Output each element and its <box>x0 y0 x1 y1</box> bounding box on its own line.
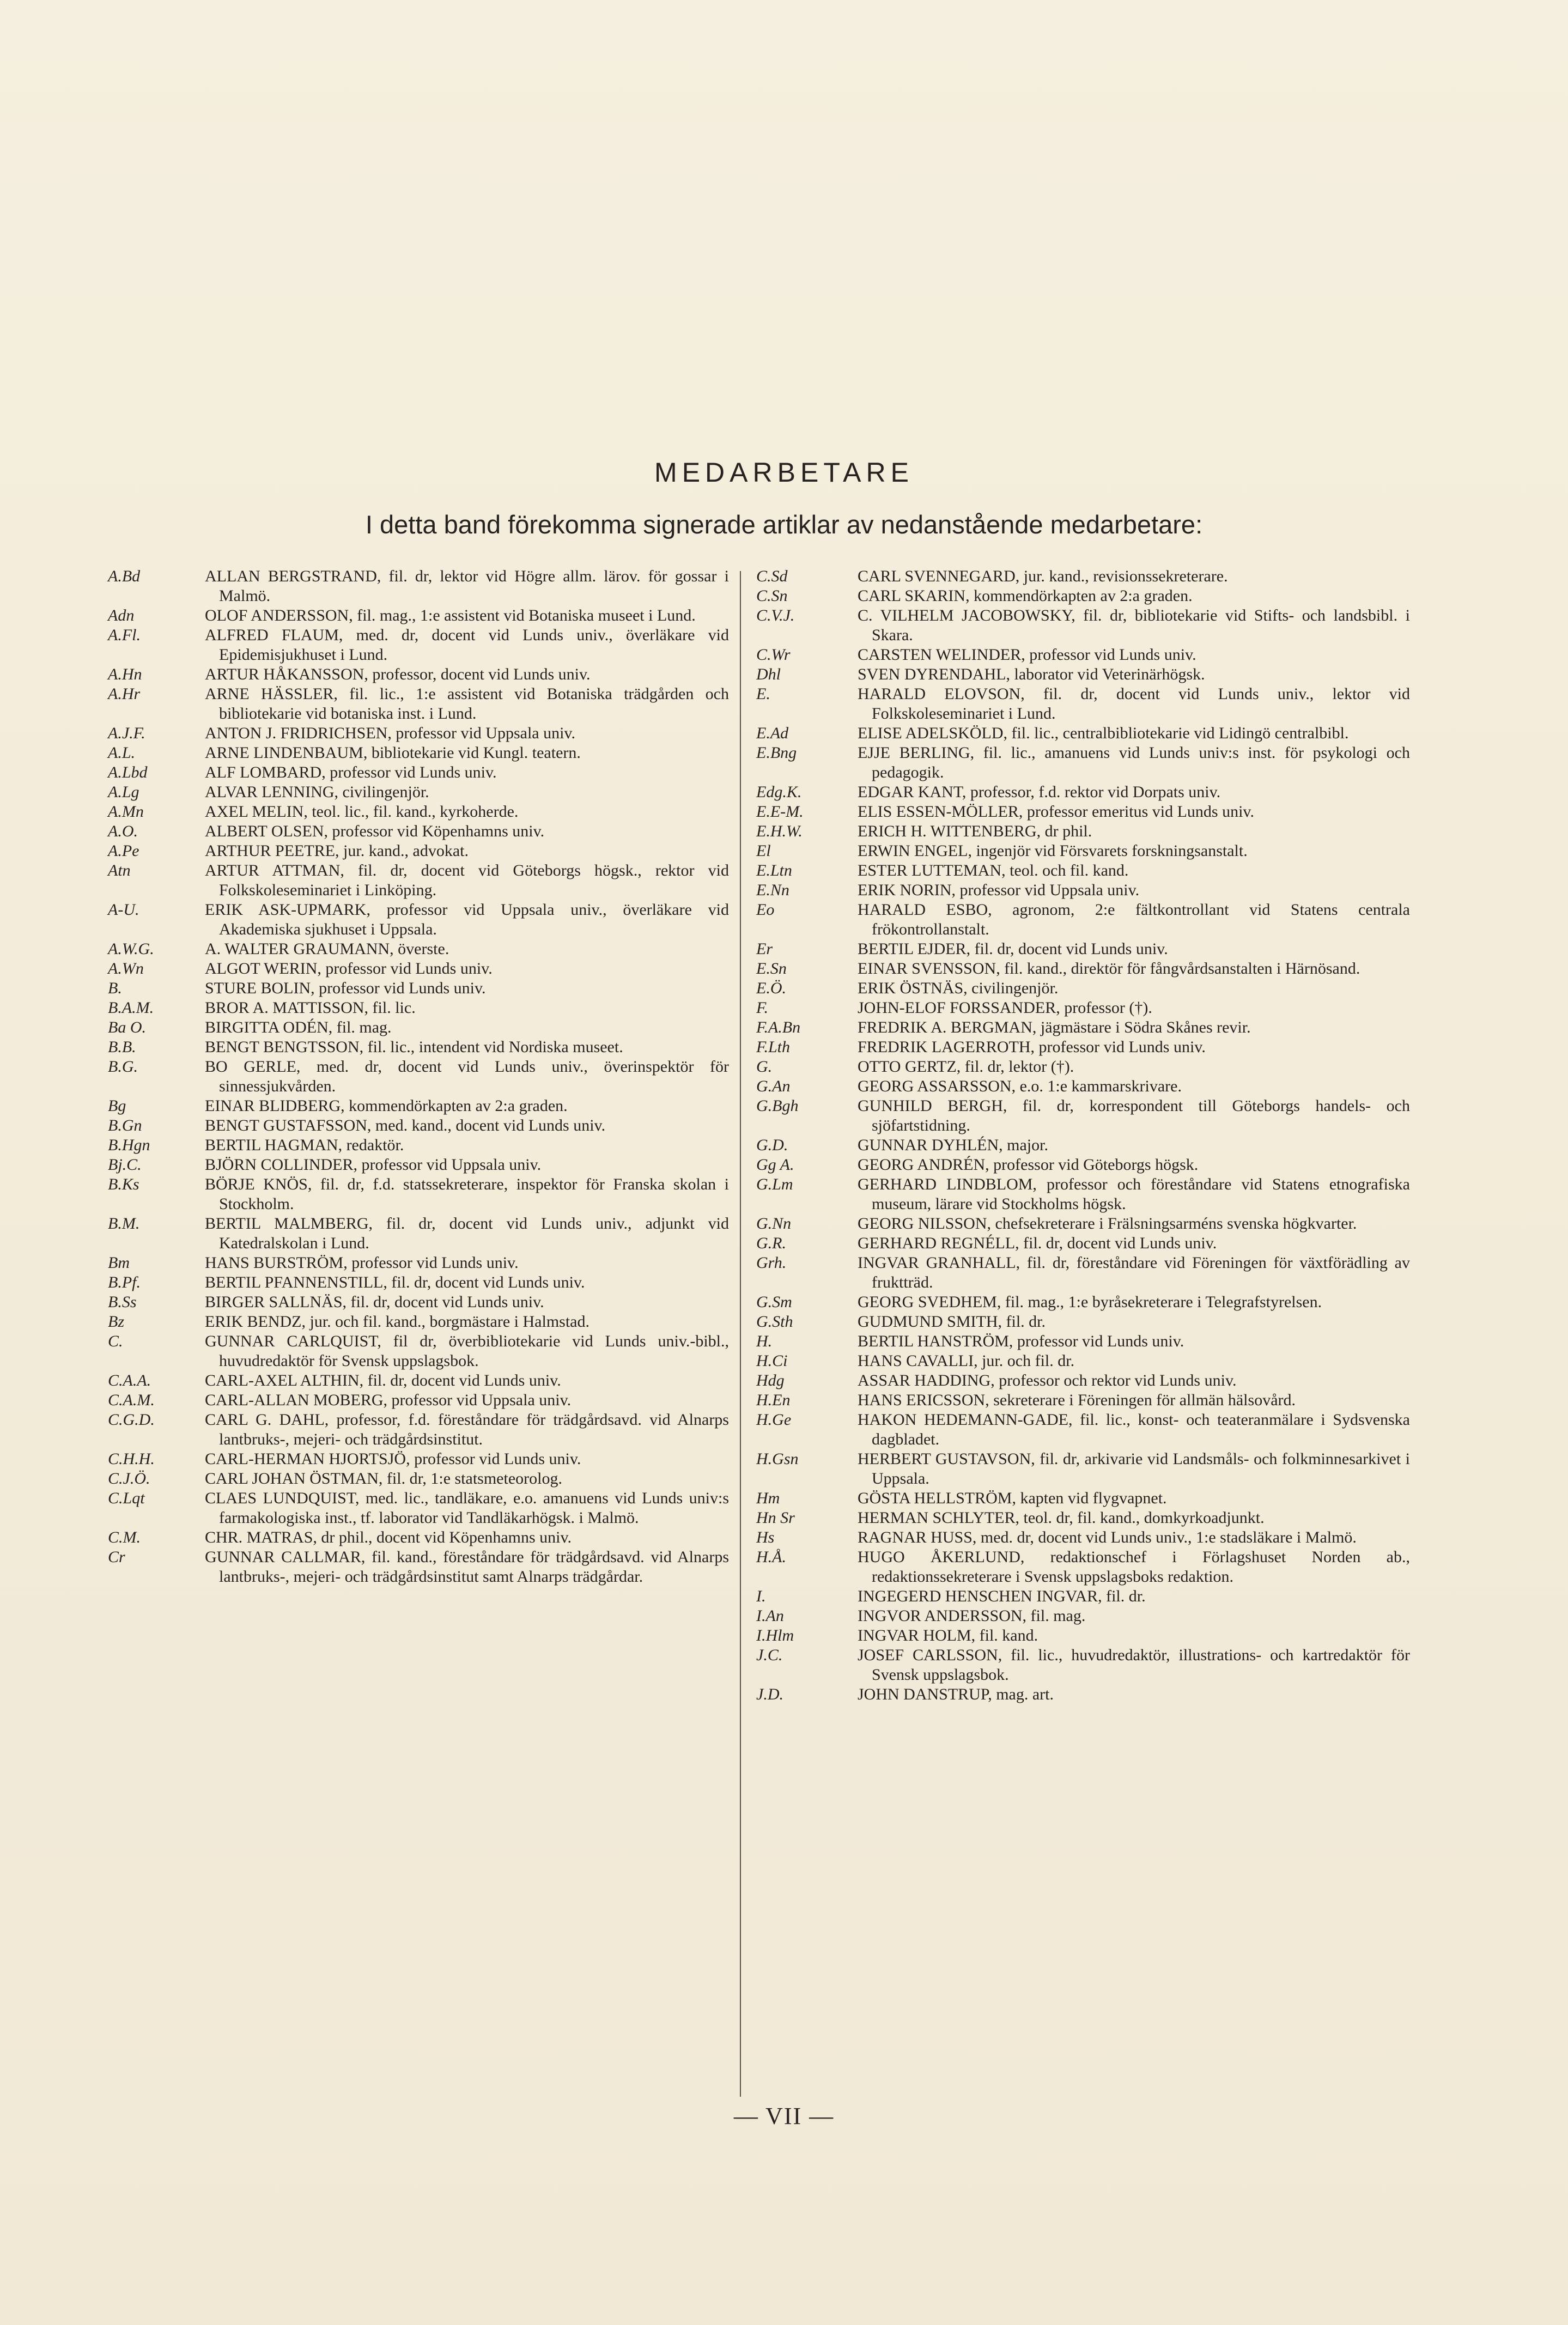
signature-abbreviation: E.Ö. <box>756 979 786 997</box>
signature-abbreviation: G.Lm <box>756 1175 793 1193</box>
contributor-description: STURE BOLIN, professor vid Lunds univ. <box>205 979 486 997</box>
contributor-description: ELIS ESSEN-MÖLLER, professor emeritus vid Lunds univ. <box>858 803 1254 821</box>
signature-abbreviation: E.Sn <box>756 960 787 978</box>
contributor-description: CARL SVENNEGARD, jur. kand., revisionssekreterare. <box>858 567 1228 585</box>
contributor-entry <box>756 1449 1410 1489</box>
page-number: — VII — <box>733 2103 835 2129</box>
contributor-entry <box>108 1155 729 1175</box>
contributor-description: INGVOR ANDERSSON, fil. mag. <box>858 1607 1086 1625</box>
signature-abbreviation: Bj.C. <box>108 1156 142 1174</box>
contributor-description: EDGAR KANT, professor, f.d. rektor vid Dorpats univ. <box>858 783 1221 801</box>
contributor-description: ERIK BENDZ, jur. och fil. kand., borgmästare i Halmstad. <box>205 1313 589 1331</box>
contributor-entry <box>756 822 1410 841</box>
contributor-entry <box>108 841 729 861</box>
contributor-description: GERHARD REGNÉLL, fil. dr, docent vid Lunds univ. <box>858 1234 1217 1252</box>
contributor-entry <box>108 567 729 606</box>
contributor-description: HARALD ESBO, agronom, 2:e fältkontrollant vid Statens centrala frökontrollanstalt. <box>858 901 1410 938</box>
contributor-description: ARTUR ATTMAN, fil. dr, docent vid Göteborgs högsk., rektor vid Folkskoleseminariet i Linköping. <box>205 861 729 899</box>
column-divider <box>740 571 741 2097</box>
contributor-entry <box>756 1332 1410 1351</box>
contributor-description: HANS CAVALLI, jur. och fil. dr. <box>858 1352 1075 1370</box>
signature-abbreviation: A.Lbd <box>108 763 148 781</box>
signature-abbreviation: Edg.K. <box>756 783 802 801</box>
contributor-entry <box>108 822 729 841</box>
contributor-entry <box>756 881 1410 900</box>
signature-abbreviation: E. <box>756 685 770 703</box>
signature-abbreviation: I.Hlm <box>756 1626 794 1644</box>
contributor-description: GEORG NILSSON, chefsekreterare i Frälsningsarméns svenska högkvarter. <box>858 1215 1357 1233</box>
contributor-description: A. WALTER GRAUMANN, överste. <box>205 940 449 958</box>
signature-abbreviation: B.B. <box>108 1038 136 1056</box>
contributor-entry <box>108 1449 729 1469</box>
signature-abbreviation: A.Hr <box>108 685 141 703</box>
signature-abbreviation: A.L. <box>108 744 136 762</box>
signature-abbreviation: Adn <box>108 606 135 624</box>
contributor-description: GEORG ANDRÉN, professor vid Göteborgs högsk. <box>858 1156 1199 1174</box>
signature-abbreviation: G.Sm <box>756 1293 792 1311</box>
contributor-entry <box>756 1096 1410 1136</box>
signature-abbreviation: E.Ad <box>756 724 789 742</box>
contributor-description: GUDMUND SMITH, fil. dr. <box>858 1313 1046 1331</box>
contributor-entry <box>756 939 1410 959</box>
signature-abbreviation: E.E-M. <box>756 803 804 821</box>
signature-abbreviation: G.An <box>756 1077 791 1095</box>
contributor-description: GÖSTA HELLSTRÖM, kapten vid flygvapnet. <box>858 1489 1167 1507</box>
signature-abbreviation: Cr <box>108 1548 125 1566</box>
signature-abbreviation: Atn <box>108 861 131 879</box>
signature-abbreviation: H.En <box>756 1391 791 1409</box>
signature-abbreviation: Dhl <box>756 665 781 683</box>
contributor-description: BERTIL HANSTRÖM, professor vid Lunds univ. <box>858 1332 1184 1350</box>
contributor-entry <box>756 1547 1410 1587</box>
signature-abbreviation: I.An <box>756 1607 784 1625</box>
contributor-entry <box>756 1037 1410 1057</box>
contributor-entry <box>756 1646 1410 1685</box>
contributor-description: CARL-HERMAN HJORTSJÖ, professor vid Lunds univ. <box>205 1450 581 1468</box>
contributor-entry <box>108 959 729 979</box>
contributor-description: ALLAN BERGSTRAND, fil. dr, lektor vid Högre allm. lärov. för gossar i Malmö. <box>205 567 729 605</box>
signature-abbreviation: Gg A. <box>756 1156 794 1174</box>
signature-abbreviation: C.A.M. <box>108 1391 155 1409</box>
contributor-description: ALVAR LENNING, civilingenjör. <box>205 783 429 801</box>
contributor-entry <box>756 802 1410 822</box>
contributor-description: CARSTEN WELINDER, professor vid Lunds univ. <box>858 646 1196 664</box>
signature-abbreviation: Bz <box>108 1313 124 1331</box>
signature-abbreviation: C.Lqt <box>108 1489 145 1507</box>
contributor-description: GUNNAR CALLMAR, fil. kand., föreståndare för trädgårdsavd. vid Alnarps lantbruks-, mejeri- och trädgårdsinstitut samt Alnarps trädgårdar. <box>205 1548 729 1586</box>
contributor-entry <box>756 1214 1410 1234</box>
signature-abbreviation: B.M. <box>108 1215 140 1233</box>
page-subtitle: I detta band förekomma signerade artiklar av nedanstående medarbetare: <box>365 510 1203 539</box>
contributor-entry <box>756 1312 1410 1332</box>
contributor-description: JOSEF CARLSSON, fil. lic., huvudredaktör, illustrations- och kartredaktör för Svensk uppslagsbok. <box>858 1646 1410 1684</box>
signature-abbreviation: E.Ltn <box>756 861 792 879</box>
contributor-description: BJÖRN COLLINDER, professor vid Uppsala univ. <box>205 1156 542 1174</box>
signature-abbreviation: B.A.M. <box>108 999 154 1017</box>
contributor-entry <box>108 1469 729 1489</box>
signature-abbreviation: B.Ks <box>108 1175 139 1193</box>
contributor-description: INGEGERD HENSCHEN INGVAR, fil. dr. <box>858 1587 1146 1605</box>
signature-abbreviation: Hs <box>756 1528 775 1546</box>
contributor-description: EINAR BLIDBERG, kommendörkapten av 2:a graden. <box>205 1097 568 1115</box>
contributor-entry <box>756 567 1410 586</box>
contributor-description: JOHN DANSTRUP, mag. art. <box>858 1685 1054 1703</box>
contributor-entry <box>108 1371 729 1391</box>
signature-abbreviation: A.Lg <box>108 783 139 801</box>
signature-abbreviation: Bm <box>108 1254 130 1272</box>
contributor-entry <box>108 979 729 998</box>
contributor-entry <box>756 684 1410 724</box>
contributor-description: HAKON HEDEMANN-GADE, fil. lic., konst- och teateranmälare i Sydsvenska dagbladet. <box>858 1411 1410 1448</box>
contributor-entry <box>756 1253 1410 1292</box>
contributor-entry <box>756 665 1410 684</box>
contributor-entry <box>108 939 729 959</box>
contributor-entry <box>756 645 1410 665</box>
signature-abbreviation: H. <box>756 1332 773 1350</box>
contributor-entry <box>108 763 729 782</box>
contributor-description: OTTO GERTZ, fil. dr, lektor (†). <box>858 1058 1074 1076</box>
contributor-description: ARNE LINDENBAUM, bibliotekarie vid Kungl. teatern. <box>205 744 581 762</box>
contributor-description: BROR A. MATTISSON, fil. lic. <box>205 999 416 1017</box>
signature-abbreviation: C.A.A. <box>108 1371 151 1389</box>
contributor-entry <box>108 606 729 626</box>
signature-abbreviation: C.J.Ö. <box>108 1470 150 1488</box>
signature-abbreviation: A.W.G. <box>108 940 154 958</box>
contributor-entry <box>756 1351 1410 1371</box>
contributor-entry <box>756 1234 1410 1253</box>
signature-abbreviation: A.Mn <box>108 803 144 821</box>
contributor-description: GUNNAR DYHLÉN, major. <box>858 1136 1048 1154</box>
page-title: MEDARBETARE <box>654 457 914 488</box>
contributor-description: ALGOT WERIN, professor vid Lunds univ. <box>205 960 493 978</box>
signature-abbreviation: A.Hn <box>108 665 142 683</box>
signature-abbreviation: Hm <box>756 1489 780 1507</box>
signature-abbreviation: J.D. <box>756 1685 783 1703</box>
right-column <box>756 567 1410 1704</box>
contributor-description: ARTUR HÅKANSSON, professor, docent vid Lunds univ. <box>205 665 591 683</box>
contributor-entry <box>108 1292 729 1312</box>
contributor-entry <box>756 586 1410 606</box>
signature-abbreviation: El <box>756 842 771 860</box>
contributor-entry <box>756 1685 1410 1704</box>
signature-abbreviation: A.J.F. <box>108 724 145 742</box>
contributor-entry <box>756 724 1410 743</box>
contributor-description: BERTIL HAGMAN, redaktör. <box>205 1136 404 1154</box>
contributor-description: CARL-AXEL ALTHIN, fil. dr, docent vid Lunds univ. <box>205 1371 561 1389</box>
contributor-entry <box>108 1037 729 1057</box>
contributor-entry <box>108 1489 729 1528</box>
contributor-entry <box>756 1410 1410 1449</box>
contributor-description: CARL JOHAN ÖSTMAN, fil. dr, 1:e statsmeteorolog. <box>205 1470 562 1488</box>
contributor-entry <box>756 959 1410 979</box>
signature-abbreviation: Ba O. <box>108 1018 146 1036</box>
signature-abbreviation: H.Ci <box>756 1352 788 1370</box>
contributor-entry <box>108 1273 729 1292</box>
contributor-description: ELISE ADELSKÖLD, fil. lic., centralbibliotekarie vid Lidingö centralbibl. <box>858 724 1349 742</box>
signature-abbreviation: Grh. <box>756 1254 787 1272</box>
signature-abbreviation: F.A.Bn <box>756 1018 801 1036</box>
contributor-description: C. VILHELM JACOBOWSKY, fil. dr, bibliotekarie vid Stifts- och landsbibl. i Skara. <box>858 606 1410 644</box>
signature-abbreviation: G.Sth <box>756 1313 793 1331</box>
contributor-description: HANS ERICSSON, sekreterare i Föreningen för allmän hälsovård. <box>858 1391 1296 1409</box>
signature-abbreviation: G.Bgh <box>756 1097 799 1115</box>
contributor-description: BIRGER SALLNÄS, fil. dr, docent vid Lunds univ. <box>205 1293 544 1311</box>
contributor-entry <box>756 1508 1410 1528</box>
contributor-description: INGVAR GRANHALL, fil. dr, föreståndare vid Föreningen för växtförädling av fruktträd. <box>858 1254 1410 1291</box>
signature-abbreviation: C.H.H. <box>108 1450 155 1468</box>
contributor-description: CARL G. DAHL, professor, f.d. föreståndare för trädgårdsavd. vid Alnarps lantbruks-, mejeri- och trädgårdsinstitut. <box>205 1411 729 1448</box>
contributor-description: HANS BURSTRÖM, professor vid Lunds univ. <box>205 1254 519 1272</box>
contributor-entry <box>756 1626 1410 1646</box>
contributor-entry <box>756 1528 1410 1547</box>
contributor-description: CLAES LUNDQUIST, med. lic., tandläkare, e.o. amanuens vid Lunds univ:s farmakologiska inst., tf. laborator vid Tandläkarhögsk. i Malmö. <box>205 1489 729 1527</box>
signature-abbreviation: G.Nn <box>756 1215 792 1233</box>
signature-abbreviation: G.D. <box>756 1136 788 1154</box>
signature-abbreviation: Bg <box>108 1097 126 1115</box>
contributor-description: GERHARD LINDBLOM, professor och föreståndare vid Statens etnografiska museum, lärare vid Stockholms högsk. <box>858 1175 1410 1213</box>
contributor-description: ESTER LUTTEMAN, teol. och fil. kand. <box>858 861 1129 879</box>
contributor-entry <box>756 998 1410 1018</box>
contributor-entry <box>108 1136 729 1155</box>
contributor-entry <box>108 802 729 822</box>
contributor-description: ARTHUR PEETRE, jur. kand., advokat. <box>205 842 469 860</box>
contributor-description: EJJE BERLING, fil. lic., amanuens vid Lunds univ:s inst. för psykologi och pedagogik. <box>858 744 1410 781</box>
signature-abbreviation: B.Pf. <box>108 1273 141 1291</box>
contributor-entry <box>108 1175 729 1214</box>
signature-abbreviation: A-U. <box>108 901 139 919</box>
contributor-description: CHR. MATRAS, dr phil., docent vid Köpenhamns univ. <box>205 1528 572 1546</box>
signature-abbreviation: E.H.W. <box>756 822 803 840</box>
contributor-description: CARL SKARIN, kommendörkapten av 2:a graden. <box>858 587 1193 605</box>
contributor-description: BENGT BENGTSSON, fil. lic., intendent vid Nordiska museet. <box>205 1038 623 1056</box>
contributor-entry <box>108 1096 729 1116</box>
contributor-entry <box>756 782 1410 802</box>
contributor-entry <box>108 1332 729 1371</box>
contributor-entry <box>108 782 729 802</box>
signature-abbreviation: C.Sn <box>756 587 788 605</box>
contributor-description: GUNNAR CARLQUIST, fil dr, överbibliotekarie vid Lunds univ.-bibl., huvudredaktör för Svensk uppslagsbok. <box>205 1332 729 1370</box>
contributor-entry <box>108 1410 729 1449</box>
contributor-description: OLOF ANDERSSON, fil. mag., 1:e assistent vid Botaniska museet i Lund. <box>205 606 696 624</box>
contributor-description: GEORG SVEDHEM, fil. mag., 1:e byråsekreterare i Telegrafstyrelsen. <box>858 1293 1322 1311</box>
contributor-entry <box>756 1136 1410 1155</box>
contributor-entry <box>756 1018 1410 1037</box>
signature-abbreviation: C.G.D. <box>108 1411 155 1429</box>
contributor-description: BÖRJE KNÖS, fil. dr, f.d. statssekreterare, inspektor för Franska skolan i Stockholm. <box>205 1175 729 1213</box>
contributor-description: ERIK ASK-UPMARK, professor vid Uppsala univ., överläkare vid Akademiska sjukhuset i Uppsala. <box>205 901 729 938</box>
contributor-description: BERTIL MALMBERG, fil. dr, docent vid Lunds univ., adjunkt vid Katedralskolan i Lund. <box>205 1215 729 1252</box>
signature-abbreviation: E.Bng <box>756 744 797 762</box>
contributor-entry <box>108 1214 729 1253</box>
contributor-entry <box>108 1018 729 1037</box>
signature-abbreviation: C.Wr <box>756 646 791 664</box>
contributor-entry <box>108 665 729 684</box>
contributor-entry <box>756 1292 1410 1312</box>
contributor-description: HERMAN SCHLYTER, teol. dr, fil. kand., domkyrkoadjunkt. <box>858 1509 1265 1527</box>
contributor-entry <box>108 1116 729 1136</box>
contributor-description: CARL-ALLAN MOBERG, professor vid Uppsala univ. <box>205 1391 572 1409</box>
contributor-description: AXEL MELIN, teol. lic., fil. kand., kyrkoherde. <box>205 803 519 821</box>
signature-abbreviation: G.R. <box>756 1234 786 1252</box>
contributor-entry <box>108 1391 729 1410</box>
signature-abbreviation: A.Bd <box>108 567 141 585</box>
signature-abbreviation: F. <box>756 999 768 1017</box>
signature-abbreviation: A.Pe <box>108 842 139 860</box>
contributor-description: BERTIL PFANNENSTILL, fil. dr, docent vid Lunds univ. <box>205 1273 585 1291</box>
contributor-entry <box>756 979 1410 998</box>
contributor-entry <box>108 998 729 1018</box>
contributor-description: EINAR SVENSSON, fil. kand., direktör för fångvårdsanstalten i Härnösand. <box>858 960 1360 978</box>
contributor-description: FREDRIK A. BERGMAN, jägmästare i Södra Skånes revir. <box>858 1018 1251 1036</box>
contributor-description: BERTIL EJDER, fil. dr, docent vid Lunds univ. <box>858 940 1168 958</box>
contributor-entry <box>108 743 729 763</box>
signature-abbreviation: E.Nn <box>756 881 789 899</box>
contributor-entry <box>108 1057 729 1096</box>
contributor-entry <box>756 1371 1410 1391</box>
contributor-entry <box>756 743 1410 782</box>
contributor-entry <box>108 900 729 939</box>
contributor-entry <box>108 1547 729 1587</box>
contributor-description: BENGT GUSTAFSSON, med. kand., docent vid Lunds univ. <box>205 1116 606 1134</box>
signature-abbreviation: A.O. <box>108 822 138 840</box>
signature-abbreviation: A.Wn <box>108 960 144 978</box>
signature-abbreviation: G. <box>756 1058 773 1076</box>
signature-abbreviation: A.Fl. <box>108 626 141 644</box>
contributor-entry <box>756 1489 1410 1508</box>
contributor-description: ALF LOMBARD, professor vid Lunds univ. <box>205 763 497 781</box>
signature-abbreviation: C. <box>108 1332 123 1350</box>
contributor-description: ALBERT OLSEN, professor vid Köpenhamns univ. <box>205 822 545 840</box>
signature-abbreviation: B.Gn <box>108 1116 142 1134</box>
signature-abbreviation: I. <box>756 1587 766 1605</box>
contributor-description: GUNHILD BERGH, fil. dr, korrespondent till Göteborgs handels- och sjöfartstidning. <box>858 1097 1410 1134</box>
contributor-description: BIRGITTA ODÉN, fil. mag. <box>205 1018 392 1036</box>
signature-abbreviation: B. <box>108 979 122 997</box>
contributor-entry <box>756 1077 1410 1096</box>
contributor-entry <box>756 1606 1410 1626</box>
contributor-description: BO GERLE, med. dr, docent vid Lunds univ., överinspektör för sinnessjukvården. <box>205 1058 729 1095</box>
signature-abbreviation: C.Sd <box>756 567 788 585</box>
contributor-description: INGVAR HOLM, fil. kand. <box>858 1626 1038 1644</box>
contributor-description: ERIK ÖSTNÄS, civilingenjör. <box>858 979 1059 997</box>
signature-abbreviation: B.Ss <box>108 1293 137 1311</box>
contributor-entry <box>108 626 729 665</box>
signature-abbreviation: Hn Sr <box>756 1509 795 1527</box>
contributor-description: ERWIN ENGEL, ingenjör vid Försvarets forskningsanstalt. <box>858 842 1248 860</box>
contributor-description: HUGO ÅKERLUND, redaktionschef i Förlagshuset Norden ab., redaktionssekreterare i Svensk uppslagsboks redaktion. <box>858 1548 1410 1586</box>
contributor-entry <box>756 606 1410 645</box>
signature-abbreviation: Eo <box>756 901 775 919</box>
signature-abbreviation: Er <box>756 940 773 958</box>
contributor-entry <box>108 1253 729 1273</box>
contributor-description: ERIK NORIN, professor vid Uppsala univ. <box>858 881 1140 899</box>
contributor-description: ANTON J. FRIDRICHSEN, professor vid Uppsala univ. <box>205 724 575 742</box>
contributor-entry <box>756 1391 1410 1410</box>
contributor-description: FREDRIK LAGERROTH, professor vid Lunds univ. <box>858 1038 1206 1056</box>
contributor-entry <box>756 1057 1410 1077</box>
signature-abbreviation: F.Lth <box>756 1038 790 1056</box>
contributor-entry <box>756 1587 1410 1606</box>
contributor-entry <box>108 1528 729 1547</box>
contributor-description: RAGNAR HUSS, med. dr, docent vid Lunds univ., 1:e stadsläkare i Malmö. <box>858 1528 1357 1546</box>
contributor-description: ALFRED FLAUM, med. dr, docent vid Lunds univ., överläkare vid Epidemisjukhuset i Lund. <box>205 626 729 664</box>
signature-abbreviation: Hdg <box>756 1371 785 1389</box>
contributor-entry <box>108 684 729 724</box>
contributor-entry <box>108 724 729 743</box>
contributor-description: GEORG ASSARSSON, e.o. 1:e kammarskrivare. <box>858 1077 1182 1095</box>
contributor-description: ARNE HÄSSLER, fil. lic., 1:e assistent vid Botaniska trädgården och bibliotekarie vid botaniska inst. i Lund. <box>205 685 729 723</box>
contributor-description: HERBERT GUSTAVSON, fil. dr, arkivarie vid Landsmåls- och folkminnesarkivet i Uppsala. <box>858 1450 1410 1488</box>
contributor-description: SVEN DYRENDAHL, laborator vid Veterinärhögsk. <box>858 665 1205 683</box>
contributor-entry <box>756 900 1410 939</box>
signature-abbreviation: H.Ge <box>756 1411 792 1429</box>
signature-abbreviation: J.C. <box>756 1646 783 1664</box>
signature-abbreviation: H.Gsn <box>756 1450 799 1468</box>
contributor-entry <box>756 1155 1410 1175</box>
contributor-description: JOHN-ELOF FORSSANDER, professor (†). <box>858 999 1152 1017</box>
signature-abbreviation: B.G. <box>108 1058 138 1076</box>
contributor-description: ERICH H. WITTENBERG, dr phil. <box>858 822 1092 840</box>
signature-abbreviation: H.Å. <box>756 1548 786 1566</box>
left-column <box>108 567 729 1587</box>
contributor-description: HARALD ELOVSON, fil. dr, docent vid Lunds univ., lektor vid Folkskoleseminariet i Lund. <box>858 685 1410 723</box>
signature-abbreviation: B.Hgn <box>108 1136 150 1154</box>
contributor-entry <box>756 1175 1410 1214</box>
contributor-entry <box>756 861 1410 881</box>
contributor-description: ASSAR HADDING, professor och rektor vid Lunds univ. <box>858 1371 1237 1389</box>
signature-abbreviation: C.M. <box>108 1528 141 1546</box>
contributor-entry <box>108 861 729 900</box>
signature-abbreviation: C.V.J. <box>756 606 795 624</box>
contributor-entry <box>108 1312 729 1332</box>
contributor-entry <box>756 841 1410 861</box>
